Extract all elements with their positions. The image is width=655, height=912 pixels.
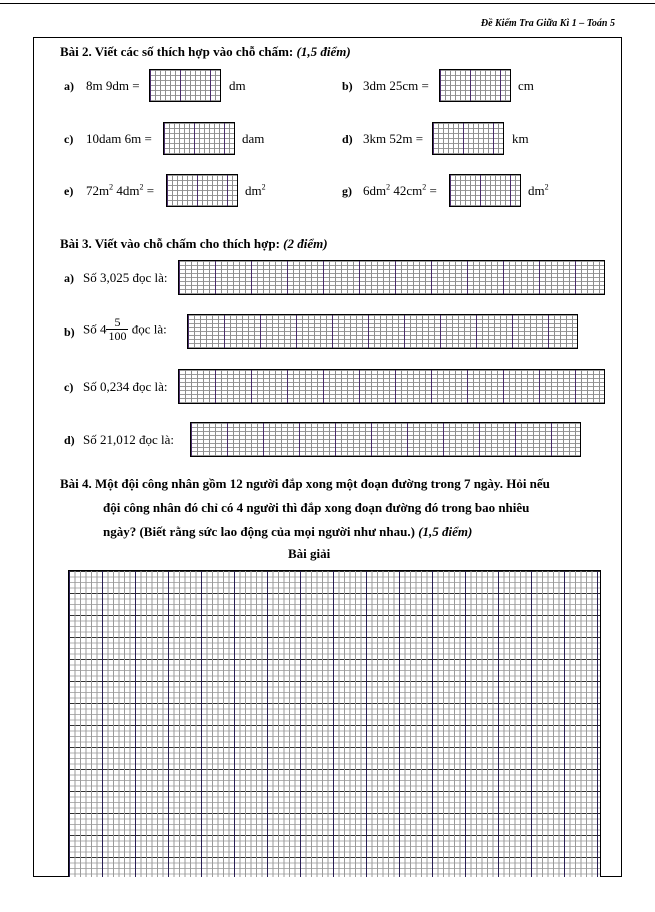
bai2-e-label: e) (64, 184, 74, 198)
bai2-b-answer-box[interactable] (439, 69, 511, 102)
bai2-d-answer-box[interactable] (432, 122, 504, 155)
bai2-c-unit: dam (242, 131, 265, 146)
bai2-e-expr (86, 183, 154, 199)
bai2-c-label: c) (64, 132, 74, 146)
bai3-a-text: Số 3,025 đọc là: (83, 270, 168, 285)
bai3-a-answer-box[interactable] (178, 260, 605, 295)
bai2-a-answer-box[interactable] (149, 69, 221, 102)
bai2-title (60, 44, 351, 60)
bai4-line-1: Bài 4. Một đội công nhân gồm 12 người đắp xong một đoạn đường trong 7 ngày. Hỏi nếu (60, 476, 550, 491)
bai2-points: (1,5 điểm) (296, 44, 351, 59)
bai2-g-sup-2: 2 (422, 182, 427, 192)
bai2-g-label: g) (342, 184, 352, 198)
bai2-a-expr: 8m 9dm = (86, 78, 140, 93)
top-rule (0, 3, 655, 4)
page-header: Đề Kiểm Tra Giữa Kì 1 – Toán 5 (480, 18, 615, 29)
bai4-solution-grid[interactable] (68, 570, 601, 877)
bai2-c-expr: 10dam 6m = (86, 131, 152, 146)
bai2-g-unit-text: dm (528, 183, 545, 198)
bai3-b-fraction (106, 316, 128, 343)
bai4-solution-label: Bài giải (288, 546, 331, 561)
bai2-g-unit (528, 183, 549, 199)
bai2-title-text: Bài 2. Viết các số thích hợp vào chỗ chấm: (60, 44, 294, 59)
bai3-title (60, 236, 328, 252)
bai3-b-pre: Số 4 (83, 321, 107, 337)
bai2-e-answer-box[interactable] (166, 174, 238, 207)
bai3-c-label: c) (64, 380, 74, 394)
bai2-g-sup-1: 2 (386, 182, 391, 192)
bai3-b-numerator: 5 (106, 316, 128, 330)
bai3-points: (2 điểm) (283, 236, 328, 251)
bai2-e-unit (245, 183, 266, 199)
bai2-e-expr-c: = (143, 183, 155, 198)
bai2-a-label: a) (64, 79, 74, 93)
bai3-b-denominator: 100 (108, 329, 127, 343)
bai2-e-expr-a: 72m (86, 183, 110, 198)
bai3-title-text: Bài 3. Viết vào chỗ chấm cho thích hợp: (60, 236, 280, 251)
bai3-d-answer-box[interactable] (190, 422, 581, 457)
bai2-d-expr: 3km 52m = (363, 131, 424, 146)
bai4-line-2: đội công nhân đó chỉ có 4 người thì đắp xong đoạn đường đó trong bao nhiêu (103, 500, 530, 515)
bai2-e-sup-1: 2 (109, 182, 114, 192)
bai2-b-unit: cm (518, 78, 534, 93)
bai2-e-unit-sup: 2 (261, 182, 266, 192)
bai2-g-expr-c: = (426, 183, 437, 198)
bai3-d-text: Số 21,012 đọc là: (83, 432, 174, 447)
bai2-e-expr-b: 4dm (113, 183, 140, 198)
bai2-d-label: d) (342, 132, 353, 146)
bai3-c-text: Số 0,234 đọc là: (83, 379, 168, 394)
bai3-b-expr (83, 316, 167, 343)
bai4-line-3 (103, 520, 472, 544)
bai4-points: (1,5 điểm) (418, 524, 473, 539)
bai2-g-unit-sup: 2 (544, 182, 549, 192)
bai2-g-answer-box[interactable] (449, 174, 521, 207)
bai3-d-label: d) (64, 433, 75, 447)
bai2-e-sup-2: 2 (139, 182, 144, 192)
bai3-b-label: b) (64, 325, 75, 339)
bai3-b-post: đọc là: (128, 321, 167, 337)
bai2-g-expr-a: 6dm (363, 183, 387, 198)
bai2-d-unit: km (512, 131, 529, 146)
bai2-b-expr: 3dm 25cm = (363, 78, 429, 93)
bai3-c-answer-box[interactable] (178, 369, 605, 404)
bai2-e-unit-text: dm (245, 183, 262, 198)
bai2-b-label: b) (342, 79, 353, 93)
bai2-g-expr-b: 42cm (390, 183, 423, 198)
bai4-line-3-text: ngày? (Biết rằng sức lao động của mọi người như nhau.) (103, 524, 415, 539)
bai2-a-unit: dm (229, 78, 246, 93)
bai3-b-answer-box[interactable] (187, 314, 578, 349)
bai2-c-answer-box[interactable] (163, 122, 235, 155)
bai3-a-label: a) (64, 271, 74, 285)
bai2-g-expr (363, 183, 437, 199)
